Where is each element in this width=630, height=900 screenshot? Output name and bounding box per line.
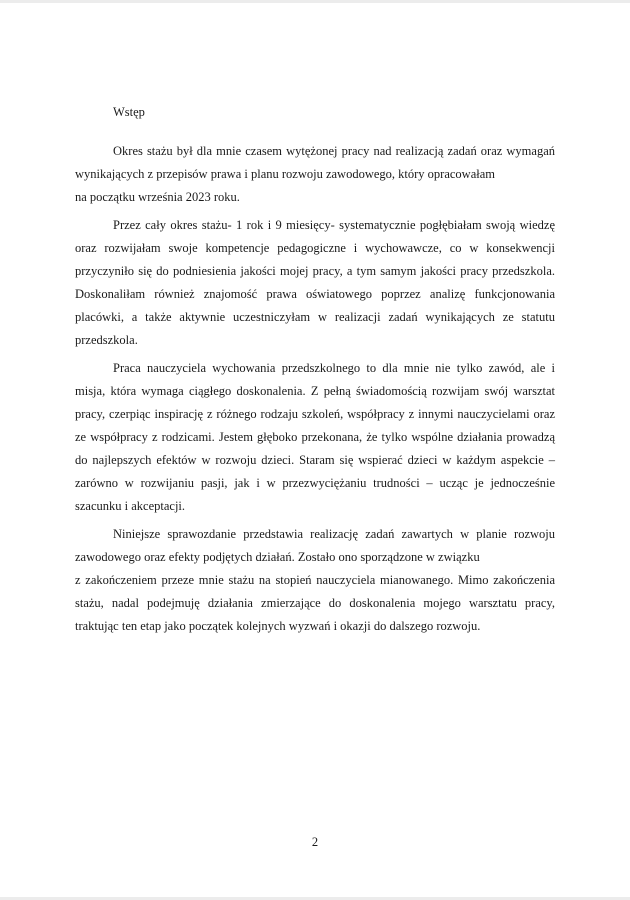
paragraph-line: zawodowego oraz efekty podjętych działań. Zostało ono sporządzone w związku bbox=[75, 550, 480, 564]
paragraph-line: Okres stażu był dla mnie czasem wytężonej pracy nad realizacją zadań oraz wymagań bbox=[113, 144, 555, 158]
paragraph-line: Przez cały okres stażu- 1 rok i 9 miesięcy- systematycznie pogłębiałam swoją wiedzę bbox=[113, 218, 555, 232]
paragraph-line: zarówno w rozwijaniu pasji, jak i w przezwyciężaniu trudności – ucząc je jednocześnie bbox=[75, 476, 555, 490]
paragraph-line: przyczyniło się do podniesienia jakości mojej pracy, a tym samym jakości pracy przedszkola. bbox=[75, 264, 555, 278]
paragraph-line: do najlepszych efektów w rozwoju dzieci. Staram się wspierać dzieci w każdym aspekcie – bbox=[75, 453, 555, 467]
page-number: 2 bbox=[311, 835, 319, 849]
paragraph-line: ze współpracy z rodzicami. Jestem głęboko przekonana, że tylko wspólne działania prowadzą bbox=[75, 430, 555, 444]
paragraph-line: wynikających z przepisów prawa i planu rozwoju zawodowego, który opracowałam bbox=[75, 167, 495, 181]
paragraph-line: misja, która wymaga ciągłego doskonalenia. Z pełną świadomością rozwijam swój warsztat bbox=[75, 384, 555, 398]
paragraph-line: Niniejsze sprawozdanie przedstawia realizację zadań zawartych w planie rozwoju bbox=[113, 527, 555, 541]
paragraph-line: przedszkola. bbox=[75, 333, 138, 347]
paragraph-2 bbox=[75, 214, 555, 352]
paragraph-line: oraz rozwijałam swoje kompetencje pedagogiczne i wychowawcze, co w konsekwencji bbox=[75, 241, 555, 255]
paragraph-line: traktując ten etap jako początek kolejnych wyzwań i okazji do dalszego rozwoju. bbox=[75, 619, 481, 633]
paragraph-4 bbox=[75, 523, 555, 638]
section-heading: Wstęp bbox=[113, 105, 145, 119]
paragraph-line: placówki, a także aktywnie uczestniczyłam w realizacji zadań wynikających ze statutu bbox=[75, 310, 555, 324]
paragraph-line: z zakończeniem przeze mnie stażu na stopień nauczyciela mianowanego. Mimo zakończenia bbox=[75, 573, 555, 587]
paragraph-line: na początku września 2023 roku. bbox=[75, 190, 240, 204]
paragraph-line: Doskonaliłam również znajomość prawa oświatowego poprzez analizę funkcjonowania bbox=[75, 287, 555, 301]
paragraph-3 bbox=[75, 357, 555, 518]
paragraph-line: Praca nauczyciela wychowania przedszkolnego to dla mnie nie tylko zawód, ale i bbox=[113, 361, 555, 375]
paragraph-1 bbox=[75, 140, 555, 209]
paragraph-line: szacunku i akceptacji. bbox=[75, 499, 186, 513]
paragraph-line: pracy, czerpiąc inspirację z różnego rodzaju szkoleń, współpracy z innymi nauczycielami oraz bbox=[75, 407, 555, 421]
paragraph-line: stażu, nadal podejmuję działania zmierzające do doskonalenia mojego warsztatu pracy, bbox=[75, 596, 555, 610]
document-body bbox=[75, 101, 555, 638]
